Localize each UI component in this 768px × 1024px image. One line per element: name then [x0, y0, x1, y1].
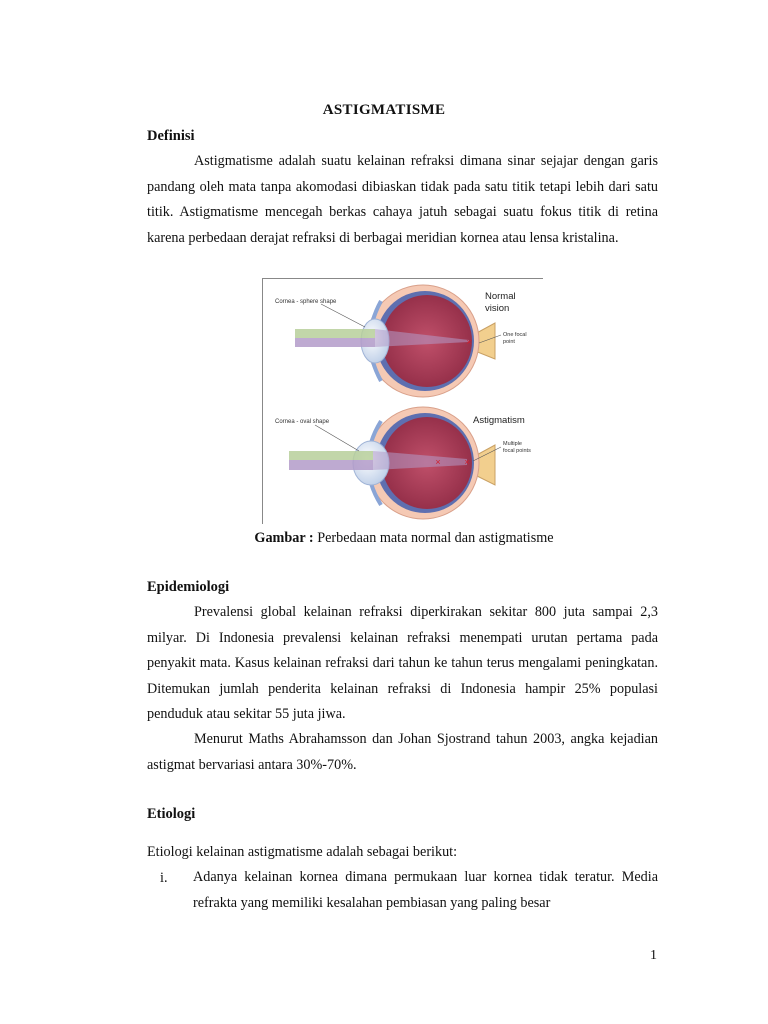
light-beam-bottom-1: [289, 451, 373, 460]
page-number: 1: [650, 948, 657, 963]
list-item-number: i.: [160, 870, 168, 886]
light-beam-bottom-2: [289, 460, 373, 470]
pointer-cornea-top: [321, 304, 365, 327]
label-point: point: [503, 339, 515, 345]
label-cornea-sphere: Cornea - sphere shape: [275, 299, 337, 305]
paragraph-definisi: Astigmatisme adalah suatu kelainan refraksi dimana sinar sejajar dengan garis pandang oleh mata tanpa akomodasi dibiaskan tidak pada satu titik tetapi lebih dari satu titik. Astigmatisme mencegah berkas cahaya jatuh sebagai suatu fokus titik di retina karena perbedaan derajat refraksi di berbagai meridian kornea atau lensa kristalina.: [147, 153, 658, 246]
label-normal: Normal: [485, 291, 516, 302]
page-title: ASTIGMATISME: [322, 102, 446, 118]
label-focal-points: focal points: [503, 448, 531, 454]
caption-label: Gambar :: [254, 530, 314, 546]
heading-epidemiologi: Epidemiologi: [147, 579, 230, 595]
heading-etiologi: Etiologi: [147, 806, 196, 822]
label-cornea-oval: Cornea - oval shape: [275, 419, 330, 425]
paragraph-epidemiologi-1: Prevalensi global kelainan refraksi diperkirakan sekitar 800 juta sampai 2,3 milyar. Di Indonesia prevalensi kelainan refraksi menempati urutan pertama pada penyakit mata. Kasus kelainan refraksi dari tahun ke tahun terus mengalami peningkatan. Ditemukan jumlah penderita kelainan refraksi di Indonesia hampir 25% populasi penduduk atau sekitar 55 juta jiwa.: [147, 604, 658, 722]
eye-diagram-figure: [262, 278, 543, 524]
normal-eye: [275, 285, 527, 397]
label-multiple: Multiple: [503, 441, 522, 447]
light-beam-top-1: [295, 329, 375, 338]
astigmatism-eye: [275, 407, 531, 519]
paragraph-etiologi-intro: Etiologi kelainan astigmatisme adalah sebagai berikut:: [147, 844, 458, 860]
label-vision: vision: [485, 303, 510, 314]
caption-text: Perbedaan mata normal dan astigmatisme: [313, 530, 554, 546]
eye-diagram: [263, 279, 543, 524]
pointer-cornea-bottom: [315, 425, 359, 451]
label-astigmatism: Astigmatism: [473, 415, 525, 426]
label-one-focal: One focal: [503, 332, 527, 338]
heading-definisi: Definisi: [147, 128, 195, 144]
figure-caption: [0, 530, 768, 547]
paragraph-epidemiologi-2: Menurut Maths Abrahamsson dan Johan Sjostrand tahun 2003, angka kejadian astigmat bervariasi antara 30%-70%.: [147, 731, 658, 773]
list-item-text: Adanya kelainan kornea dimana permukaan luar kornea tidak teratur. Media refrakta yang memiliki kesalahan pembiasan yang paling besar: [193, 869, 658, 911]
focal-point-marker-bottom-2: ×: [464, 457, 470, 467]
focal-point-marker-top: ×: [466, 337, 472, 347]
light-beam-top-2: [295, 338, 375, 347]
focal-point-marker-bottom-1: ×: [435, 457, 441, 467]
